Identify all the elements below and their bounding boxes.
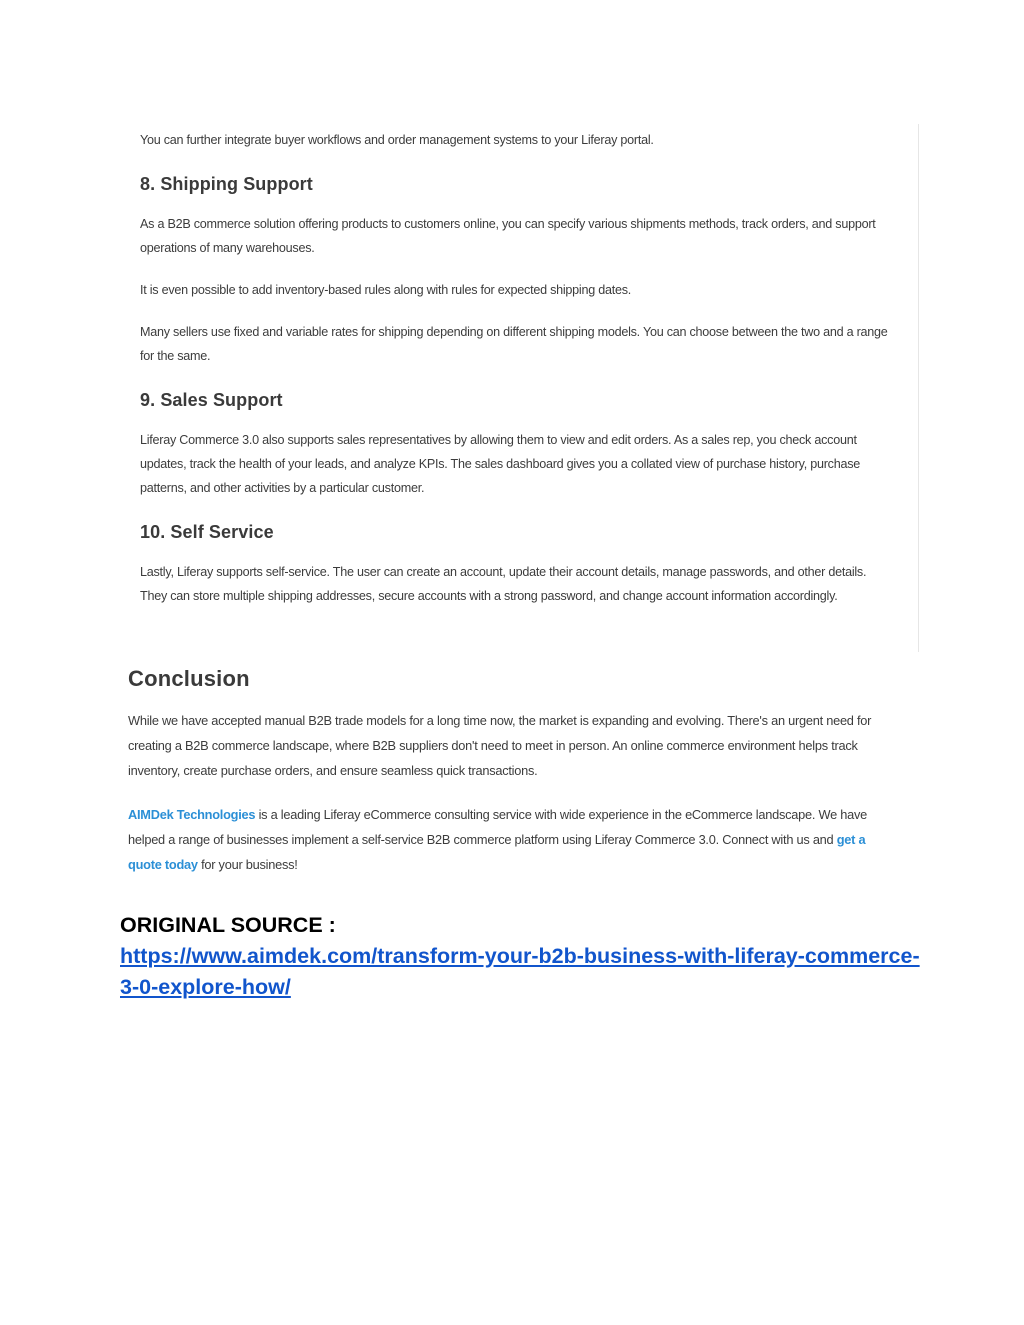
get-a-quote-link[interactable]: get a quote today [128,832,866,872]
conclusion-paragraph-2-text: is a leading Liferay eCommerce consulting service with wide experience in the eCommerce landscape. We have helped a range of businesses implement a self-service B2B commerce platform using Liferay Commerce 3.0. Connect with us and [128,807,868,847]
conclusion-paragraph-1: While we have accepted manual B2B trade models for a long time now, the market is expanding and evolving. There's an urgent need for creating a B2B commerce landscape, where B2B suppliers don't need to meet in person. An online commerce environment helps track inventory, create purchase orders, and ensure seamless quick transactions. [128,713,872,778]
sales-paragraph: Liferay Commerce 3.0 also supports sales representatives by allowing them to view and edit orders. As a sales rep, you check account updates, track the health of your leads, and analyze KPIs. The sales dashboard gives you a collated view of purchase history, purchase patterns, and other activities by a particular customer. [140,433,861,495]
shipping-paragraph-3: Many sellers use fixed and variable rates for shipping depending on different shipping models. You can choose between the two and a range for the same. [140,325,888,363]
shipping-paragraph-1: As a B2B commerce solution offering products to customers online, you can specify various shipments methods, track orders, and support operations of many warehouses. [140,217,876,255]
shipping-support-heading: 8. Shipping Support [140,174,313,194]
intro-paragraph: You can further integrate buyer workflows and order management systems to your Liferay portal. [140,133,654,147]
self-service-paragraph: Lastly, Liferay supports self-service. The user can create an account, update their account details, manage passwords, and other details. They can store multiple shipping addresses, secure accounts with a strong password, and change account information accordingly. [140,565,867,603]
conclusion-paragraph-2 [128,802,900,877]
original-source-link[interactable]: https://www.aimdek.com/transform-your-b2b-business-with-liferay-commerce-3-0-explore-how/ [120,944,920,999]
conclusion-heading: Conclusion [128,666,250,691]
self-service-heading: 10. Self Service [140,522,274,542]
sales-support-heading: 9. Sales Support [140,390,283,410]
aimdek-technologies-link[interactable]: AIMDek Technologies [128,807,256,822]
shipping-paragraph-2: It is even possible to add inventory-based rules along with rules for expected shipping dates. [140,283,632,297]
original-source-label: ORIGINAL SOURCE : [120,913,336,937]
conclusion-paragraph-2-end: for your business! [197,857,298,872]
conclusion-screenshot [120,656,910,886]
article-screenshot-top [126,124,919,652]
original-source [120,910,920,1003]
